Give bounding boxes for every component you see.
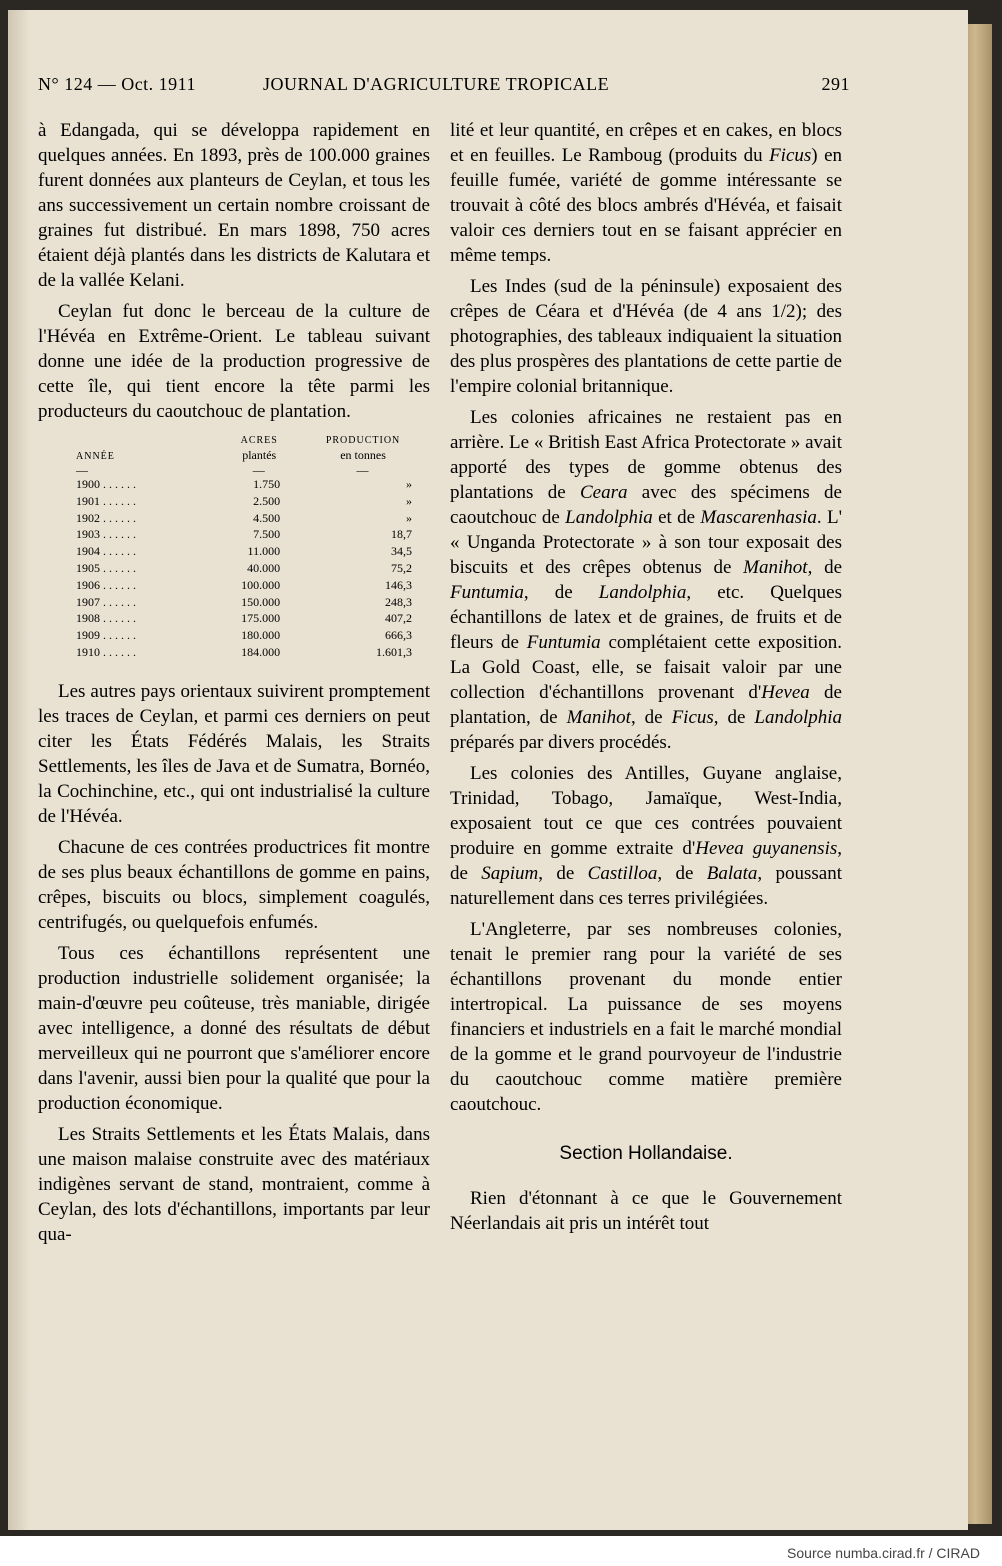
column-header-production: PRODUCTION en tonnes — [325,435,401,477]
table-row [76,526,416,543]
cell-production: 34,5 [391,544,412,559]
cell-production: 146,3 [385,577,412,592]
paragraph: Les colonies africaines ne restaient pas en arrière. Le « British East Africa Protectorate » avait apporté des types de gomme obtenus des plantations de Ceara avec des spécimens de caoutchouc de Landolphia et de Mascarenhasia. L' « Unganda Protectorate » à son tour exposait des biscuits et des crêpes obtenus de Manihot, de Funtumia, de Landolphia, etc. Quelques échantillons de latex et de graines, de fruits et de fleurs de Funtumia complétaient cette exposition. La Gold Coast, elle, se faisait valoir par une collection d'échantillons provenant d'Hevea de plantation, de Manihot, de Ficus, de Landolphia préparés par divers procédés. [450,407,843,753]
cell-year: 1902 . . . . . . [76,510,136,525]
page-edge [964,24,992,1524]
cell-year: 1900 . . . . . . [76,477,136,491]
table-row [76,594,416,611]
page-gutter-shadow [8,10,30,1530]
paragraph: L'Angleterre, par ses nombreuses colonies, tenait le premier rang pour la variété de ses échantillons provenant du monde entier intertropical. La puissance de ses moyens financiers et industriels en a fait le marché mondial de la gomme et le grand pourvoyeur de l'industrie du caoutchouc comme matière première caoutchouc. [450,919,842,1115]
table-row [76,577,416,594]
table-row [76,610,416,627]
cell-acres: 1.750 [253,477,281,491]
left-column [38,118,430,1253]
cell-acres: 40.000 [247,560,281,575]
cell-year: 1901 . . . . . . [76,493,136,508]
table-row [76,510,416,527]
paragraph: Rien d'étonnant à ce que le Gouvernement Néerlandais ait pris un intérêt tout [450,1188,842,1234]
cell-production: » [406,510,412,525]
cell-acres: 2.500 [253,493,281,508]
table-row [76,644,416,661]
cell-year: 1906 . . . . . . [76,577,136,592]
page-number: 291 [821,74,850,94]
table-row [76,627,416,644]
cell-production: 18,7 [391,527,412,542]
cell-year: 1909 . . . . . . [76,628,136,643]
cell-acres: 150.000 [241,594,281,609]
paragraph: lité et leur quantité, en crêpes et en cakes, en blocs et en feuilles. Le Ramboug (produits du Ficus) en feuille fumée, variété de gomme intéressante se trouvait à côté des blocs ambrés d'Hévéa, et faisait valoir ces derniers tout en se faisant apprécier en même temps. [450,120,842,266]
source-caption: Source numba.cirad.fr / CIRAD [787,1545,980,1561]
cell-production: 407,2 [385,611,412,626]
paragraph: Ceylan fut donc le berceau de la culture de l'Hévéa en Extrême-Orient. Le tableau suivant donne une idée de la production progressive de cette île, qui tient encore la tête parmi les producteurs du caoutchouc de plantation. [38,301,430,422]
cell-production: » [406,477,412,491]
cell-year: 1903 . . . . . . [76,527,136,542]
cell-acres: 180.000 [241,628,281,643]
paragraph: Les Indes (sud de la péninsule) exposaient des crêpes de Céara et d'Hévéa (de 4 ans 1/2); des photographies, des tableaux indiquaient la situation des plus prospères des plantations de cette partie de l'empire colonial britannique. [450,276,842,397]
table-row [76,476,416,493]
section-heading: Section Hollandaise. [559,1143,733,1164]
issue-label: N° 124 — Oct. 1911 [38,74,197,94]
paragraph: Les colonies des Antilles, Guyane anglaise, Trinidad, Tobago, Jamaïque, West-India, exposaient tout ce que ces contrées pouvaient produire en gomme extraite d'Hevea guyanensis, de Sapium, de Castilloa, de Balata, poussant naturellement dans ces terres privilégiées. [450,763,843,909]
cell-acres: 7.500 [253,527,281,542]
cell-production: 248,3 [385,594,412,609]
cell-year: 1904 . . . . . . [76,544,136,559]
column-header-acres: ACRES plantés — [240,435,278,477]
table-row [76,493,416,510]
table-row [76,543,416,560]
cell-year: 1905 . . . . . . [76,560,136,575]
paragraph: à Edangada, qui se développa rapidement en quelques années. En 1893, près de 100.000 graines furent données aux planteurs de Ceylan, et tous les ans successivement un certain nombre croissant de graines fut distribué. En mars 1898, 750 acres étaient déjà plantés dans les districts de Kalutara et de la vallée Kelani. [38,120,430,291]
paragraph: Tous ces échantillons représentent une production industrielle solidement organisée; la main-d'œuvre peu coûteuse, très maniable, dirigée avec intelligence, a donné des résultats de début merveilleux qui ne pourront que s'améliorer encore dans l'avenir, aussi bien pour la qualité que pour la production économique. [38,942,430,1114]
cell-production: » [406,493,412,508]
right-column [450,118,842,1242]
column-header-year: ANNÉE — [76,451,115,477]
production-table [76,434,416,661]
cell-acres: 4.500 [253,510,281,525]
cell-acres: 184.000 [241,644,281,659]
cell-production: 1.601,3 [376,644,412,659]
paragraph: Les Straits Settlements et les États Malais, dans une maison malaise construite avec des matériaux indigènes servant de stand, montraient, comme à Ceylan, des lots d'échantillons, importants par leur qua- [38,1123,430,1245]
cell-acres: 100.000 [241,577,281,592]
paragraph: Les autres pays orientaux suivirent promptement les traces de Ceylan, et parmi ces derniers on peut citer les États Fédérés Malais, les Straits Settlements, les îles de Java et de Sumatra, Bornéo, la Cochinchine, etc., qui ont industrialisé la culture de l'Hévéa. [38,680,430,827]
cell-year: 1907 . . . . . . [76,594,136,609]
journal-title: JOURNAL D'AGRICULTURE TROPICALE [263,74,610,94]
table-body [76,476,416,661]
table-row [76,560,416,577]
running-header [38,74,850,96]
cell-acres: 175.000 [241,611,281,626]
paragraph: Chacune de ces contrées productrices fit montre de ses plus beaux échantillons de gomme en pains, crêpes, biscuits ou blocs, simplement coagulés, centrifugés, ou quelquefois enfumés. [38,836,430,933]
cell-production: 75,2 [391,560,412,575]
cell-production: 666,3 [385,628,412,643]
cell-acres: 11.000 [247,544,281,559]
cell-year: 1908 . . . . . . [76,611,136,626]
table-header-row [76,434,416,476]
cell-year: 1910 . . . . . . [76,644,136,659]
